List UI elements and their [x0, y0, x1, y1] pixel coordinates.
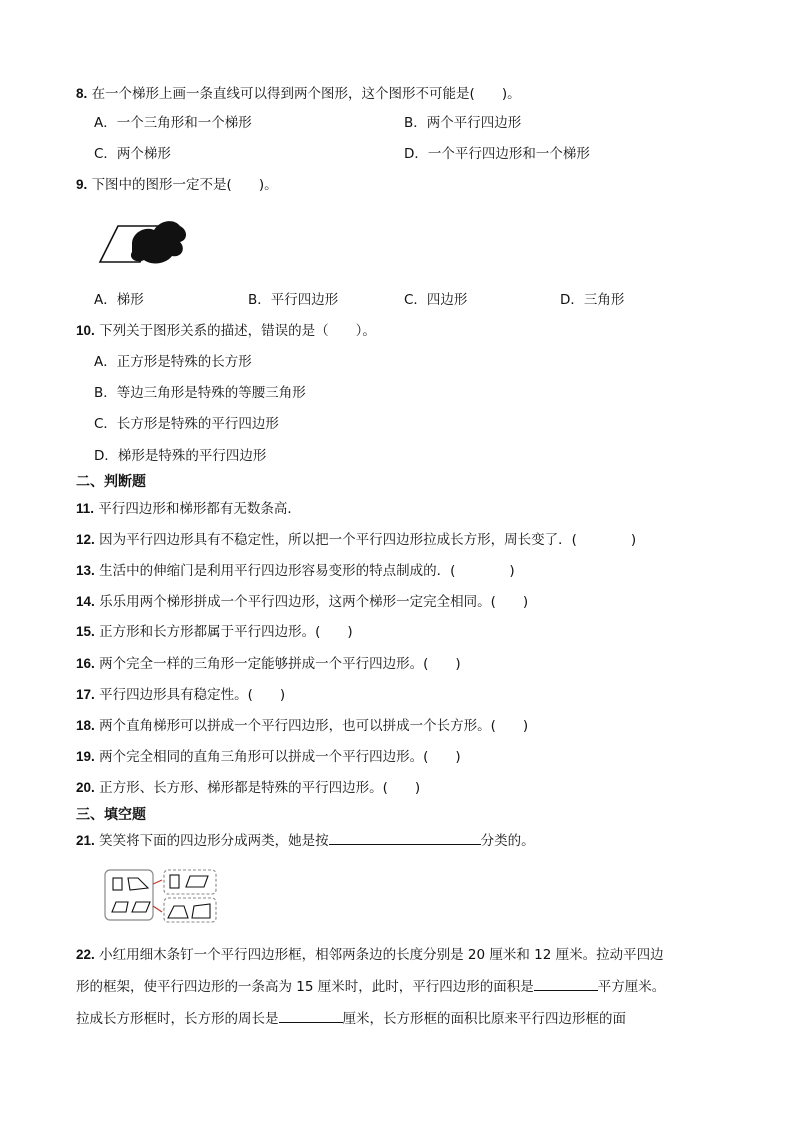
question-13 [76, 561, 515, 581]
question-text: 两个完全相同的直角三角形可以拼成一个平行四边形。( ) [99, 749, 461, 765]
question-19 [76, 747, 461, 767]
question-text: 平行四边形具有稳定性。( ) [99, 687, 286, 703]
question-text: 平行四边形和梯形都有无数条高． [98, 501, 301, 517]
question-number: 16. [76, 656, 95, 671]
option-c[interactable]: C．长方形是特殊的平行四边形 [94, 416, 279, 432]
question-number: 14. [76, 594, 95, 609]
option-a[interactable]: A．正方形是特殊的长方形 [94, 354, 252, 370]
option-d[interactable]: D．梯形是特殊的平行四边形 [94, 448, 267, 464]
question-17 [76, 685, 285, 705]
question-text: 两个直角梯形可以拼成一个平行四边形，也可以拼成一个长方形。( ) [99, 718, 529, 734]
option-d[interactable]: D．三角形 [560, 292, 625, 308]
question-9 [76, 175, 278, 195]
question-10 [76, 321, 376, 341]
question-number: 13. [76, 563, 95, 578]
question-text: 乐乐用两个梯形拼成一个平行四边形，这两个梯形一定完全相同。( ) [99, 594, 529, 610]
section-heading-judgment: 二、判断题 [76, 474, 146, 490]
question-20 [76, 778, 420, 798]
question-text: 平方厘米。 [597, 979, 666, 995]
question-number: 8. [76, 86, 88, 101]
question-12 [76, 530, 636, 550]
question-15 [76, 622, 353, 642]
question-14 [76, 592, 528, 612]
question-text: 下列关于图形关系的描述，错误的是（ ）。 [99, 323, 376, 339]
question-number: 17. [76, 687, 95, 702]
question-number: 12. [76, 532, 95, 547]
question-number: 21. [76, 833, 95, 848]
quadrilateral-sorting-figure [104, 868, 220, 924]
question-text: 正方形、长方形、梯形都是特殊的平行四边形。( ) [99, 780, 421, 796]
question-text: 厘米，长方形框的面积比原来平行四边形框的面 [342, 1011, 626, 1027]
question-text: 下图中的图形一定不是( )。 [91, 177, 278, 193]
section-heading-fill-blank: 三、填空题 [76, 807, 146, 823]
question-18 [76, 716, 528, 736]
question-8 [76, 84, 521, 104]
option-a[interactable]: A．一个三角形和一个梯形 [94, 115, 252, 131]
answer-blank[interactable] [534, 976, 598, 991]
question-text: 因为平行四边形具有不稳定性，所以把一个平行四边形拉成长方形，周长变了．( ) [99, 532, 637, 548]
question-number: 10. [76, 323, 95, 338]
option-b[interactable]: B．两个平行四边形 [404, 115, 522, 131]
question-11 [76, 499, 301, 519]
parallelogram-blob-figure [96, 214, 192, 270]
option-c[interactable]: C．四边形 [404, 292, 468, 308]
question-number: 18. [76, 718, 95, 733]
option-b[interactable]: B．平行四边形 [248, 292, 339, 308]
question-text: 笑笑将下面的四边形分成两类，她是按 [99, 833, 329, 849]
answer-blank[interactable] [279, 1008, 343, 1023]
question-number: 22. [76, 947, 95, 962]
question-22-line-1 [76, 945, 664, 965]
question-text: 正方形和长方形都属于平行四边形。( ) [99, 624, 353, 640]
question-text: 在一个梯形上画一条直线可以得到两个图形，这个图形不可能是( )。 [91, 86, 521, 102]
question-text-tail: 分类的。 [480, 833, 535, 849]
question-text: 形的框架，使平行四边形的一条高为 15 厘米时，此时，平行四边形的面积是 [76, 979, 534, 995]
answer-blank[interactable] [329, 830, 481, 845]
question-21 [76, 830, 535, 851]
question-number: 15. [76, 624, 95, 639]
option-b[interactable]: B．等边三角形是特殊的等腰三角形 [94, 385, 306, 401]
question-16 [76, 654, 461, 674]
question-text: 生活中的伸缩门是利用平行四边形容易变形的特点制成的．( ) [99, 563, 515, 579]
option-d[interactable]: D．一个平行四边形和一个梯形 [404, 146, 590, 162]
question-text: 小红用细木条钉一个平行四边形框，相邻两条边的长度分别是 20 厘米和 12 厘米。拉动平四边 [99, 947, 664, 963]
question-number: 20. [76, 780, 95, 795]
question-number: 9. [76, 177, 88, 192]
question-text: 两个完全一样的三角形一定能够拼成一个平行四边形。( ) [99, 656, 461, 672]
question-text: 拉成长方形框时，长方形的周长是 [76, 1011, 279, 1027]
question-22-line-2 [76, 976, 665, 997]
option-c[interactable]: C．两个梯形 [94, 146, 171, 162]
question-number: 19. [76, 749, 95, 764]
option-a[interactable]: A．梯形 [94, 292, 144, 308]
question-number: 11. [76, 501, 95, 516]
question-22-line-3 [76, 1008, 626, 1029]
